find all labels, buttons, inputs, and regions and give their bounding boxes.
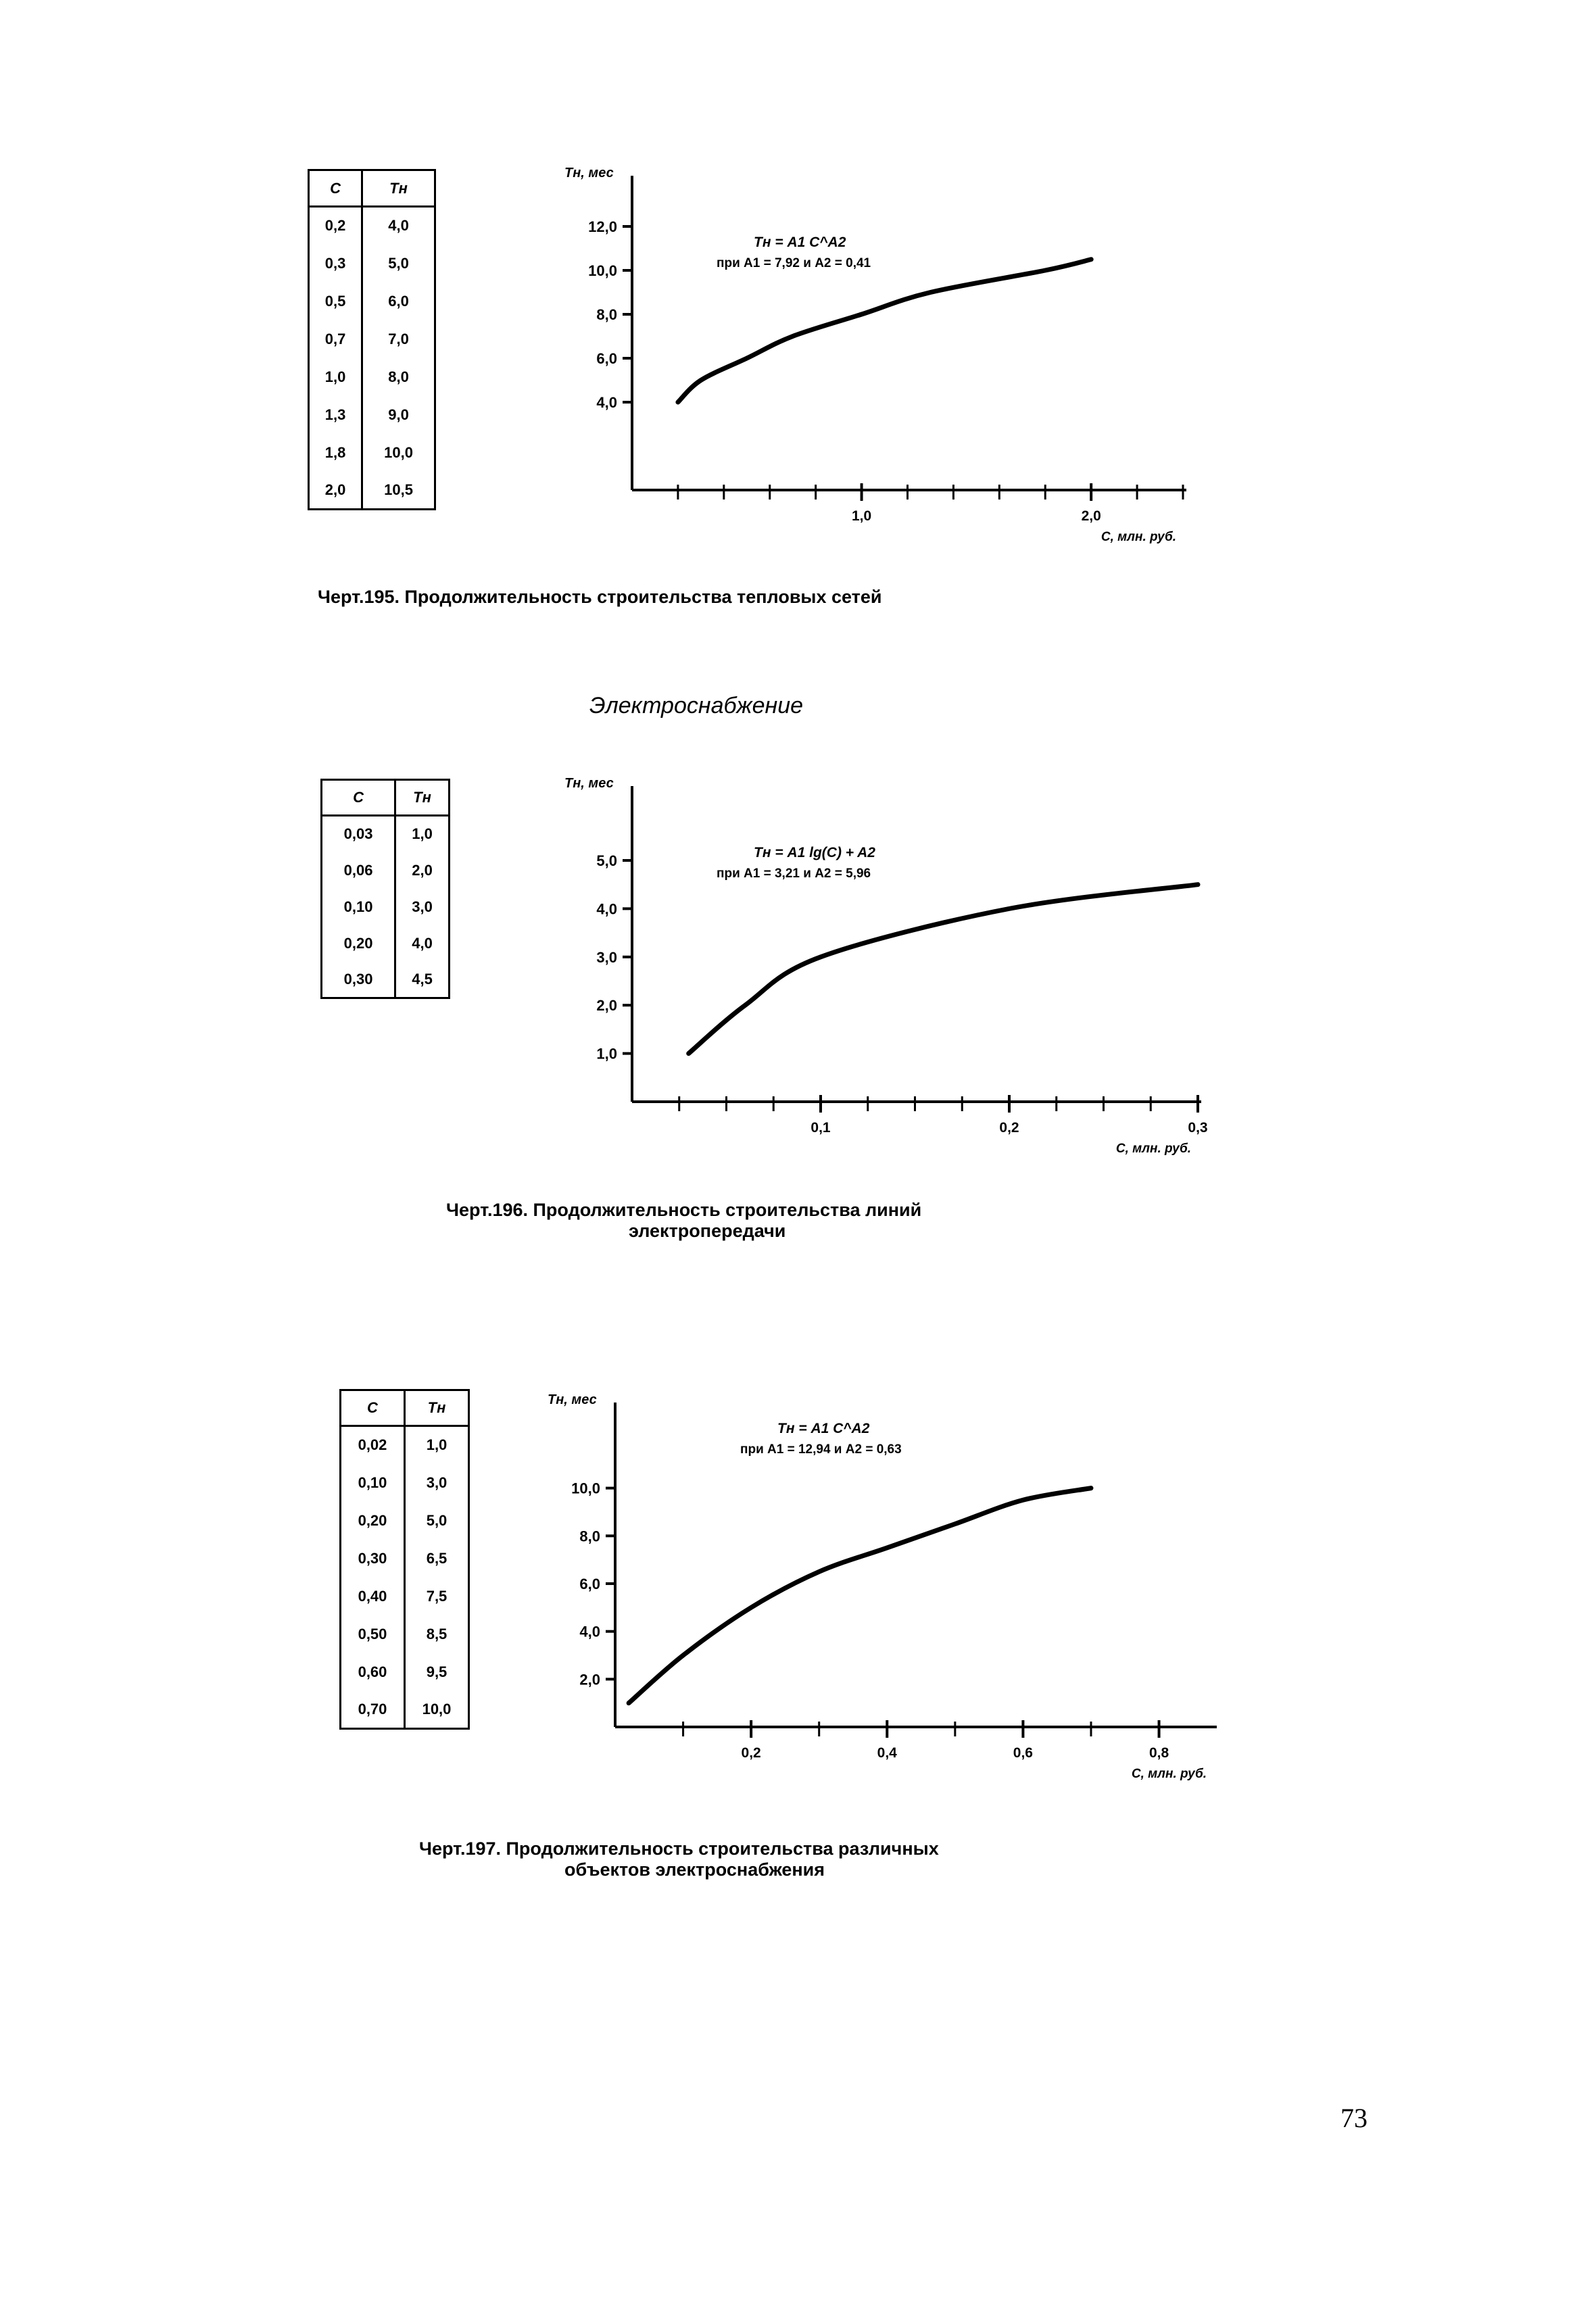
table-header-c: C <box>322 780 395 816</box>
y-tick-label: 3,0 <box>596 948 617 966</box>
x-tick-label: 0,6 <box>1013 1745 1034 1761</box>
curve-line <box>629 1488 1091 1703</box>
table-row <box>309 358 435 396</box>
x-tick-label: 0,4 <box>877 1745 897 1761</box>
table-cell-tn: 2,0 <box>395 852 450 889</box>
table-row <box>309 434 435 472</box>
table-cell-tn: 5,0 <box>405 1502 469 1540</box>
chart-195-caption: Черт.195. Продолжительность строительства тепловых сетей <box>318 587 882 607</box>
curve-line <box>689 885 1198 1054</box>
table-row <box>341 1464 469 1502</box>
table-row <box>322 962 450 998</box>
y-tick-label: 2,0 <box>596 997 617 1015</box>
x-tick-label: 1,0 <box>851 508 872 524</box>
y-axis-label: Tн, мес <box>564 166 614 180</box>
formula-line-1: Tн = A1 C^A2 <box>777 1421 870 1436</box>
x-tick-label: 0,1 <box>811 1120 831 1136</box>
table-cell-c: 0,70 <box>358 1700 387 1717</box>
y-axis-label: Tн, мес <box>548 1392 597 1407</box>
table-row <box>309 472 435 510</box>
table-row <box>309 396 435 434</box>
table-cell-c: 2,0 <box>324 481 346 498</box>
table-cell-tn: 10,0 <box>362 434 435 472</box>
table-row <box>309 320 435 358</box>
y-tick-label: 8,0 <box>596 306 617 323</box>
table-cell-c: 0,02 <box>358 1436 387 1454</box>
table-cell-tn: 6,5 <box>405 1540 469 1578</box>
table-cell-tn: 8,5 <box>405 1615 469 1653</box>
data-table-197 <box>339 1389 470 1730</box>
y-tick-label: 2,0 <box>579 1671 600 1688</box>
table-row <box>322 925 450 962</box>
table-row <box>322 852 450 889</box>
table-cell-c: 1,8 <box>324 443 346 461</box>
section-title: Электроснабжение <box>589 693 804 718</box>
table-cell-tn: 9,0 <box>362 396 435 434</box>
y-tick-label: 4,0 <box>596 394 617 411</box>
table-row <box>341 1578 469 1615</box>
table-row <box>309 207 435 245</box>
table-cell-tn: 1,0 <box>395 816 450 852</box>
table-cell-c: 0,06 <box>343 861 373 879</box>
y-tick-label: 1,0 <box>596 1045 617 1063</box>
chart-197-caption: Черт.197. Продолжительность строительства различных объектов электроснабжения <box>419 1838 939 1880</box>
page-number: 73 <box>1340 2103 1368 2133</box>
table-cell-c: 0,20 <box>343 934 373 952</box>
table-cell-tn: 4,0 <box>395 925 450 962</box>
y-tick-label: 4,0 <box>596 900 617 918</box>
table-cell-tn: 8,0 <box>362 358 435 396</box>
table-cell-tn: 3,0 <box>395 889 450 925</box>
chart-196 <box>527 771 1230 1163</box>
table-cell-tn: 10,5 <box>362 472 435 510</box>
table-cell-c: 0,10 <box>343 898 373 915</box>
table-row <box>322 889 450 925</box>
formula-line-1: Tн = A1 lg(C) + A2 <box>754 845 875 860</box>
y-tick-label: 4,0 <box>579 1623 600 1640</box>
table-cell-c: 0,3 <box>324 254 346 272</box>
table-cell-tn: 3,0 <box>405 1464 469 1502</box>
table-row <box>309 283 435 320</box>
chart-196-caption: Черт.196. Продолжительность строительства линий электропередачи <box>446 1200 922 1241</box>
y-tick-label: 10,0 <box>588 262 617 279</box>
formula-line-2: при A1 = 3,21 и A2 = 5,96 <box>717 867 871 881</box>
y-tick-label: 6,0 <box>579 1575 600 1592</box>
table-row <box>341 1615 469 1653</box>
table-cell-tn: 7,5 <box>405 1578 469 1615</box>
x-tick-label: 0,3 <box>1188 1120 1208 1136</box>
table-cell-c: 1,0 <box>324 368 346 385</box>
x-tick-label: 0,2 <box>999 1120 1019 1136</box>
table-header-tn: Tн <box>405 1390 469 1426</box>
table-row <box>341 1691 469 1729</box>
table-cell-c: 0,2 <box>324 217 346 235</box>
table-header-c: C <box>341 1390 405 1426</box>
chart-197 <box>527 1389 1244 1795</box>
formula-line-2: при A1 = 12,94 и A2 = 0,63 <box>740 1442 902 1457</box>
table-row <box>341 1540 469 1578</box>
table-row <box>309 245 435 283</box>
x-axis-label: C, млн. руб. <box>1101 530 1176 544</box>
table-row <box>322 816 450 852</box>
y-tick-label: 10,0 <box>571 1480 600 1497</box>
table-header-c: C <box>309 170 362 207</box>
table-cell-c: 0,40 <box>358 1587 387 1605</box>
table-cell-tn: 4,5 <box>395 962 450 998</box>
y-tick-label: 8,0 <box>579 1528 600 1545</box>
x-tick-label: 0,8 <box>1148 1745 1169 1761</box>
table-header-tn: Tн <box>395 780 450 816</box>
table-cell-c: 1,3 <box>324 406 346 423</box>
table-header-tn: Tн <box>362 170 435 207</box>
y-tick-label: 12,0 <box>588 218 617 235</box>
table-cell-c: 0,10 <box>358 1473 387 1491</box>
table-cell-tn: 7,0 <box>362 320 435 358</box>
table-cell-c: 0,30 <box>358 1549 387 1567</box>
y-axis-label: Tн, мес <box>564 776 614 791</box>
table-row <box>341 1426 469 1464</box>
table-cell-c: 0,5 <box>324 292 346 310</box>
table-cell-c: 0,60 <box>358 1663 387 1680</box>
formula-line-1: Tн = A1 C^A2 <box>754 235 846 250</box>
table-cell-tn: 10,0 <box>405 1691 469 1729</box>
table-cell-tn: 4,0 <box>362 207 435 245</box>
table-cell-c: 0,30 <box>343 970 373 988</box>
x-axis-label: C, млн. руб. <box>1131 1767 1207 1781</box>
y-tick-label: 6,0 <box>596 350 617 367</box>
table-row <box>341 1653 469 1691</box>
table-row <box>341 1502 469 1540</box>
table-cell-c: 0,50 <box>358 1625 387 1642</box>
data-table-195 <box>308 169 436 510</box>
formula-line-2: при A1 = 7,92 и A2 = 0,41 <box>717 256 871 270</box>
data-table-196 <box>320 779 450 999</box>
x-tick-label: 0,2 <box>741 1745 761 1761</box>
table-cell-c: 0,03 <box>343 825 373 843</box>
table-cell-tn: 5,0 <box>362 245 435 283</box>
table-cell-c: 0,7 <box>324 330 346 347</box>
table-cell-c: 0,20 <box>358 1511 387 1529</box>
table-cell-tn: 1,0 <box>405 1426 469 1464</box>
chart-195 <box>527 162 1203 581</box>
table-cell-tn: 6,0 <box>362 283 435 320</box>
table-cell-tn: 9,5 <box>405 1653 469 1691</box>
curve-line <box>678 260 1091 402</box>
x-axis-label: C, млн. руб. <box>1115 1142 1191 1156</box>
y-tick-label: 5,0 <box>596 852 617 869</box>
x-tick-label: 2,0 <box>1081 508 1101 524</box>
